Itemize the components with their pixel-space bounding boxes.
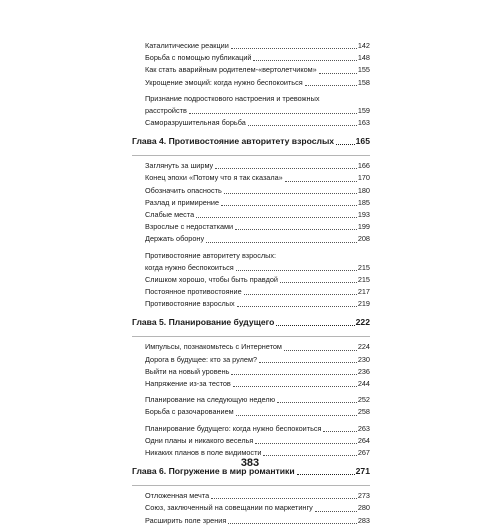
toc-entry bbox=[132, 64, 370, 76]
dot-leader bbox=[189, 113, 357, 114]
toc-entry-page: 283 bbox=[357, 515, 370, 525]
toc-entry bbox=[132, 117, 370, 129]
toc-entry-title: Противостояние взрослых bbox=[145, 299, 235, 309]
chapter-page: 165 bbox=[355, 136, 370, 147]
toc-entry bbox=[132, 286, 370, 298]
dot-leader bbox=[215, 168, 357, 169]
toc-entry-page: 215 bbox=[357, 274, 370, 284]
toc-entry bbox=[132, 341, 370, 353]
toc-entry-page: 199 bbox=[357, 222, 370, 232]
toc-entry-page: 166 bbox=[357, 161, 370, 171]
toc-entry-multiline bbox=[132, 250, 370, 274]
toc-entry-page: 180 bbox=[357, 185, 370, 195]
dot-leader bbox=[236, 415, 357, 416]
dot-leader bbox=[237, 306, 357, 307]
toc-entry-page: 267 bbox=[357, 448, 370, 458]
toc-entry-title: Саморазрушительная борьба bbox=[145, 118, 246, 128]
toc-entry bbox=[132, 197, 370, 209]
dot-leader bbox=[277, 402, 357, 403]
toc-entry-title: Держать оборону bbox=[145, 234, 205, 244]
toc-entry-title-line2: расстройств bbox=[145, 105, 187, 115]
table-of-contents bbox=[132, 40, 370, 527]
toc-entry bbox=[132, 209, 370, 221]
toc-entry-page: 219 bbox=[357, 299, 370, 309]
dot-leader bbox=[319, 73, 357, 74]
dot-leader bbox=[285, 181, 357, 182]
toc-entry-page: 170 bbox=[357, 173, 370, 183]
toc-entry bbox=[132, 40, 370, 52]
toc-entry-title: Постоянное противостояние bbox=[145, 287, 242, 297]
toc-entry bbox=[132, 185, 370, 197]
toc-entry-title: Разлад и примирение bbox=[145, 197, 220, 207]
chapter-title: Глава 4. Противостояние авторитету взрослых bbox=[132, 136, 335, 147]
toc-entry-title: Как стать аварийным родителем-«вертолетчиком» bbox=[145, 65, 317, 75]
toc-entry-title: Взрослые с недостатками bbox=[145, 222, 234, 232]
toc-entry-page: 163 bbox=[357, 118, 370, 128]
toc-entry-title: Укрощение эмоций: когда нужно беспокоиться bbox=[145, 77, 303, 87]
toc-entry bbox=[132, 221, 370, 233]
toc-entry-title: Обозначить опасность bbox=[145, 185, 222, 195]
chapter-heading bbox=[132, 316, 370, 329]
toc-entry-title: Планирование будущего: когда нужно беспокоиться bbox=[145, 423, 322, 433]
toc-entry-title: Конец эпохи «Потому что я так сказала» bbox=[145, 173, 283, 183]
toc-entry-title: Слишком хорошо, чтобы быть правдой bbox=[145, 274, 278, 284]
dot-leader bbox=[231, 48, 357, 49]
toc-entry bbox=[132, 423, 370, 435]
divider bbox=[132, 485, 370, 486]
toc-entry bbox=[132, 490, 370, 502]
toc-entry-title: Дорога в будущее: кто за рулем? bbox=[145, 354, 258, 364]
dot-leader bbox=[259, 362, 357, 363]
toc-entry bbox=[132, 502, 370, 514]
toc-entry-page: 236 bbox=[357, 366, 370, 376]
dot-leader bbox=[224, 193, 357, 194]
toc-entry-page: 148 bbox=[357, 53, 370, 63]
dot-leader bbox=[221, 205, 357, 206]
dot-leader bbox=[305, 85, 357, 86]
dot-leader bbox=[233, 386, 357, 387]
toc-entry bbox=[132, 160, 370, 172]
toc-entry bbox=[132, 172, 370, 184]
dot-leader bbox=[297, 474, 355, 475]
divider bbox=[132, 155, 370, 156]
toc-entry-page: 155 bbox=[357, 65, 370, 75]
chapter-title: Глава 6. Погружение в мир романтики bbox=[132, 466, 295, 477]
dot-leader bbox=[336, 144, 355, 145]
dot-leader bbox=[206, 242, 357, 243]
toc-entry bbox=[132, 52, 370, 64]
toc-entry-title: Союз, заключенный на совещании по маркетингу bbox=[145, 503, 313, 513]
toc-entry-title-line2: когда нужно беспокоиться bbox=[145, 262, 234, 272]
toc-entry bbox=[132, 406, 370, 418]
page-number: 383 bbox=[240, 457, 260, 469]
toc-entry-title: Расширить поле зрения bbox=[145, 515, 227, 525]
toc-entry-page: 263 bbox=[357, 423, 370, 433]
toc-entry-page: 158 bbox=[357, 77, 370, 87]
dot-leader bbox=[228, 523, 357, 524]
dot-leader bbox=[196, 217, 357, 218]
toc-entry-page: 224 bbox=[357, 342, 370, 352]
toc-entry-title: Заглянуть за ширму bbox=[145, 161, 214, 171]
dot-leader bbox=[276, 325, 354, 326]
toc-entry-title: Напряжение из-за тестов bbox=[145, 379, 231, 389]
toc-entry-page: 217 bbox=[357, 287, 370, 297]
toc-entry bbox=[132, 233, 370, 245]
toc-entry-page: 273 bbox=[357, 491, 370, 501]
toc-entry-page: 208 bbox=[357, 234, 370, 244]
toc-entry-title: Каталитические реакции bbox=[145, 41, 229, 50]
toc-entry bbox=[132, 366, 370, 378]
toc-entry-title: Одни планы и никакого веселья bbox=[145, 435, 254, 445]
dot-leader bbox=[236, 270, 357, 271]
toc-entry bbox=[132, 298, 370, 310]
dot-leader bbox=[248, 125, 357, 126]
toc-entry-page: 159 bbox=[357, 105, 370, 115]
toc-entry-page: 252 bbox=[357, 395, 370, 405]
toc-entry bbox=[132, 394, 370, 406]
dot-leader bbox=[323, 431, 356, 432]
dot-leader bbox=[211, 498, 357, 499]
toc-entry-page: 193 bbox=[357, 210, 370, 220]
toc-entry bbox=[132, 274, 370, 286]
toc-entry bbox=[132, 77, 370, 89]
toc-entry bbox=[132, 515, 370, 527]
dot-leader bbox=[284, 350, 357, 351]
toc-entry-page: 230 bbox=[357, 354, 370, 364]
divider bbox=[132, 336, 370, 337]
dot-leader bbox=[244, 294, 357, 295]
toc-entry-title: Слабые места bbox=[145, 210, 195, 220]
toc-entry bbox=[132, 354, 370, 366]
toc-entry-title: Борьба с разочарованием bbox=[145, 407, 234, 417]
dot-leader bbox=[315, 511, 357, 512]
dot-leader bbox=[280, 282, 357, 283]
chapter-heading bbox=[132, 135, 370, 148]
toc-entry bbox=[132, 378, 370, 390]
dot-leader bbox=[235, 229, 357, 230]
dot-leader bbox=[231, 374, 356, 375]
toc-entry-title-line1: Признание подросткового настроения и тревожных bbox=[145, 93, 320, 103]
toc-entry-page: 185 bbox=[357, 197, 370, 207]
toc-entry-multiline bbox=[132, 93, 370, 117]
toc-entry-title-line1: Противостояние авторитету взрослых: bbox=[145, 250, 277, 260]
toc-entry-title: Отложенная мечта bbox=[145, 491, 210, 501]
toc-entry-page: 244 bbox=[357, 379, 370, 389]
toc-entry bbox=[132, 435, 370, 447]
toc-entry-title: Борьба с помощью публикаций bbox=[145, 53, 252, 63]
toc-entry-title: Никаких планов в поле видимости bbox=[145, 448, 262, 458]
toc-entry-page: 258 bbox=[357, 407, 370, 417]
chapter-page: 222 bbox=[355, 317, 370, 328]
chapter-page: 271 bbox=[355, 466, 370, 477]
toc-entry-page: 215 bbox=[357, 262, 370, 272]
toc-entry-page: 142 bbox=[357, 41, 370, 50]
toc-entry-title: Импульсы, познакомьтесь с Интернетом bbox=[145, 342, 282, 352]
toc-entry-page: 264 bbox=[357, 435, 370, 445]
toc-entry-page: 280 bbox=[357, 503, 370, 513]
chapter-title: Глава 5. Планирование будущего bbox=[132, 317, 275, 328]
toc-entry-title: Выйти на новый уровень bbox=[145, 366, 230, 376]
dot-leader bbox=[255, 443, 356, 444]
dot-leader bbox=[253, 60, 356, 61]
toc-entry-title: Планирование на следующую неделю bbox=[145, 395, 276, 405]
